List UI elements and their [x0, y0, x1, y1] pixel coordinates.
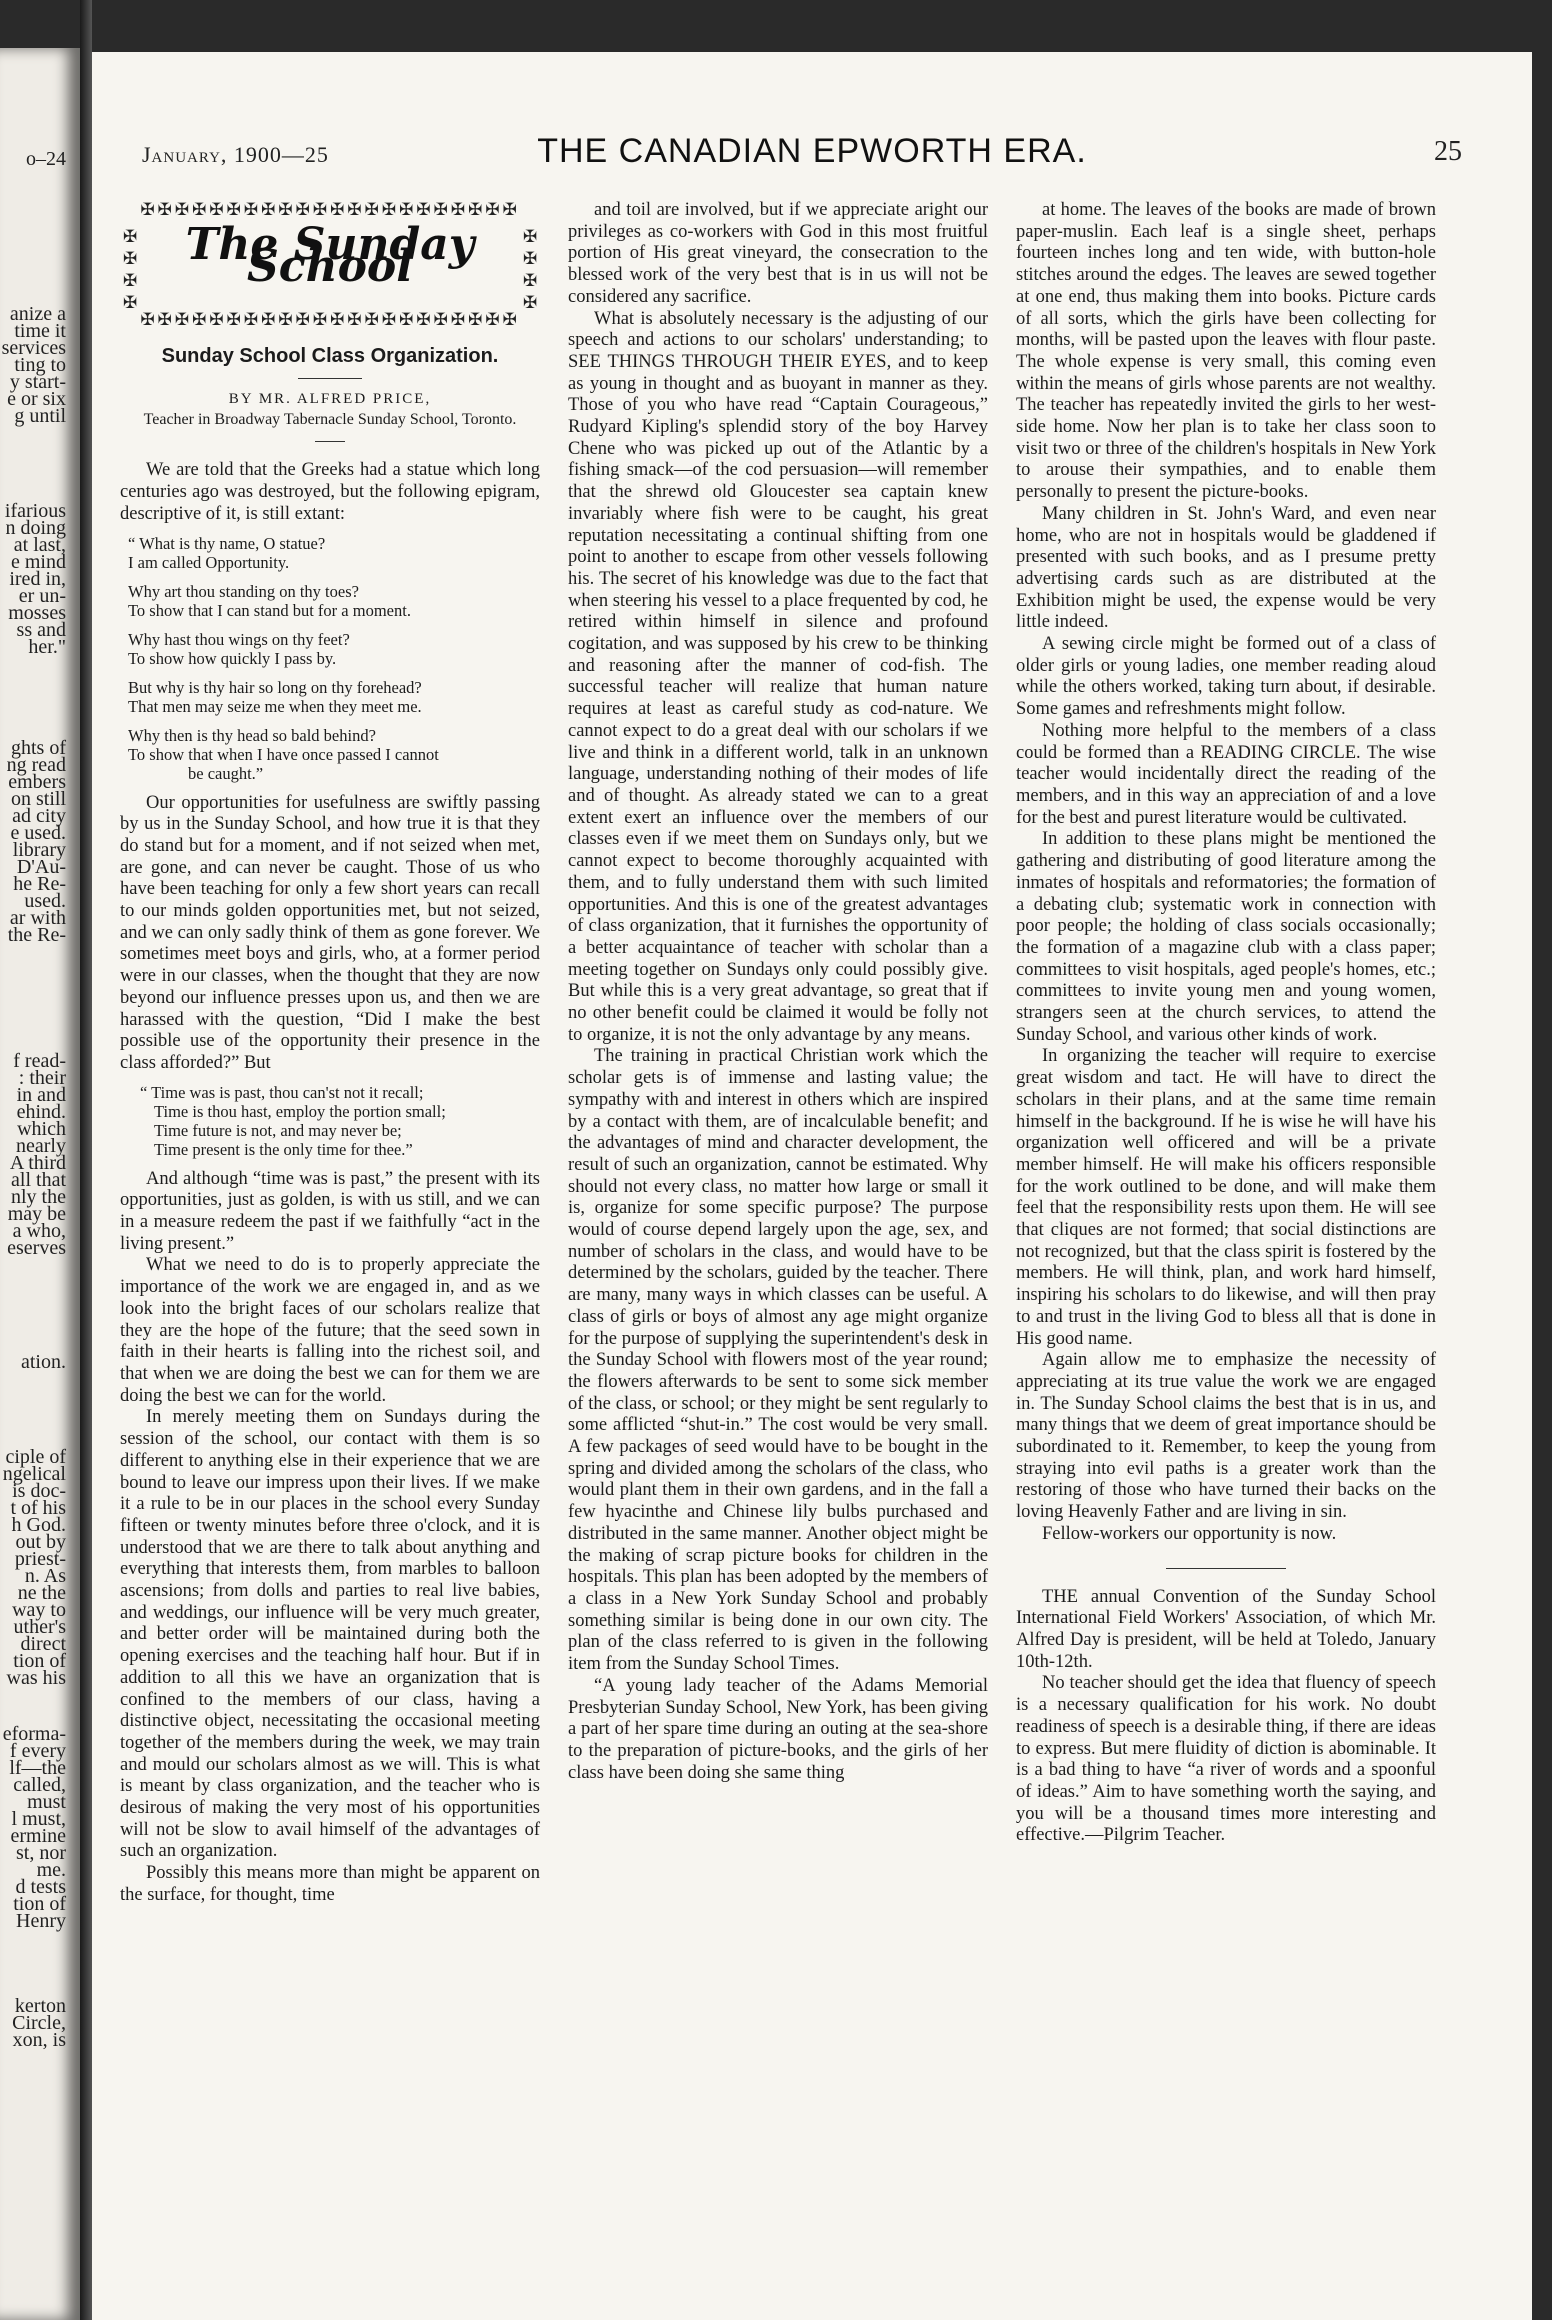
poem-line: Time future is not, and may never be; [154, 1120, 402, 1140]
previous-page-fragment: called, [13, 1774, 66, 1796]
previous-page-fragment: anize a [9, 303, 66, 325]
previous-page-fragment: direct [20, 1633, 66, 1655]
paragraph: Many children in St. John's Ward, and even near home, who are not in hospitals would be gladdened if presented with such books, and as I presume pretty advertising cards such as are distributed at the Exhibition might be used, the expense would be very little indeed. [1016, 503, 1436, 633]
ornament-border-top: ✠✠✠✠✠✠✠✠✠✠✠✠✠✠✠✠✠✠✠✠✠✠ [140, 200, 520, 220]
previous-page-fragment: at last, [13, 534, 66, 556]
previous-page-fragment: Henry [16, 1910, 66, 1932]
previous-page-fragment: g until [14, 405, 66, 427]
ornament-border-right: ✠ ✠ ✠ ✠ [522, 227, 538, 313]
paragraph: No teacher should get the idea that fluency of speech is a necessary qualification for his work. No doubt readiness of speech is a desirable thing, if there are ideas to express. But mere fluidity of diction is abominable. It is a bad thing to have “a river of words and a spoonful of ideas.” Aim to have something worth the saying, and you will be a thousand times more interesting and effective.—Pilgrim Teacher. [1016, 1673, 1436, 1846]
previous-page-fragment: h God. [11, 1514, 66, 1536]
previous-page-fragment: A third [9, 1152, 66, 1174]
previous-page-fragment: e used. [10, 822, 66, 844]
poem-line: To show that when I have once passed I cannot [128, 744, 439, 764]
previous-page-fragment: kerton [14, 1995, 66, 2017]
previous-page-fragment: : their [18, 1067, 66, 1089]
previous-page-fragment: out by [15, 1531, 66, 1553]
newspaper-page [92, 52, 1532, 2320]
column-1-body [120, 793, 540, 1075]
article-title: Sunday School Class Organization. [161, 345, 499, 367]
poem-line: But why is thy hair so long on thy forehead? [128, 677, 422, 697]
previous-page-fragment: on still [10, 788, 66, 810]
previous-page-fragment: the Re- [7, 924, 66, 946]
previous-page-fragment: me. [36, 1859, 66, 1881]
stanza-gap [128, 668, 540, 678]
previous-page-fragment: f every [9, 1740, 66, 1762]
previous-page-fragment: ehind. [16, 1101, 66, 1123]
paragraph: In addition to these plans might be mentioned the gathering and distributing of good literature among the inmates of hospitals and reformatories; the formation of a debating club; systematic work in connection with poor people; the holding of class socials occasionally; the formation of a magazine club with a class paper; committees to visit hospitals, aged people's homes, etc.; committees to invite young men and young women, strangers seen at the church services, to attend the Sunday School, and various other kinds of work. [1016, 829, 1436, 1045]
previous-page-fragment: n doing [5, 517, 66, 539]
poem-opportunity [128, 534, 540, 783]
poem-line: That men may seize me when they meet me. [128, 696, 422, 716]
divider [1166, 1568, 1286, 1569]
previous-page-edge [0, 48, 80, 2320]
previous-page-fragment: he Re- [13, 873, 66, 895]
previous-page-fragment: ifarious [4, 500, 66, 522]
column-3-notes [1016, 1587, 1436, 1847]
paragraph: Possibly this means more than might be apparent on the surface, for thought, time [120, 1863, 540, 1905]
previous-page-fragment: l must, [11, 1808, 66, 1830]
page-number: 25 [1434, 136, 1462, 167]
poem-line: I am called Opportunity. [128, 552, 290, 572]
previous-page-fragment: eforma- [2, 1723, 66, 1745]
poem-line: be caught.” [188, 763, 264, 783]
column-3-body [1016, 200, 1436, 1546]
previous-page-fragment: in and [16, 1084, 66, 1106]
previous-page-fragment: e mind [11, 551, 66, 573]
previous-page-fragment: was his [6, 1667, 66, 1689]
previous-page-fragment: way to [12, 1599, 66, 1621]
previous-page-fragment: uther's [13, 1616, 66, 1638]
paragraph: at home. The leaves of the books are made of brown paper-muslin. Each leaf is a single sheet, perhaps fourteen inches long and ten wide, with button-hole stitches around the edges. The leaves are sewed together at one end, thus making them into books. Picture cards of all sorts, which the girls have been collecting for months, will be pasted upon the leaves with flour paste. The whole expense is very small, this coming even within the means of girls whose parents are not wealthy. The teacher has repeatedly invited the girls to her west-side home. Now her plan is to take her class soon to visit two or three of the children's hospitals in New York to arouse their sympathies, and to enable them personally to present the picture-books. [1016, 200, 1436, 503]
poem-line: To show that I can stand but for a moment. [128, 600, 411, 620]
paragraph: What we need to do is to properly appreciate the importance of the work we are engaged in, and as we look into the bright faces of our scholars realize that they are the hope of the future; that the seed sown in faith in their hearts is falling into the richest soil, and that when we are doing the best we can for them we are doing the best we can for the world. [120, 1255, 540, 1406]
column-2 [568, 200, 988, 1784]
previous-page-fragment: which [17, 1118, 66, 1140]
previous-page-fragment: f read- [13, 1050, 66, 1072]
previous-page-fragment: ciple of [5, 1446, 66, 1468]
previous-page-fragment: used. [24, 890, 66, 912]
previous-page-fragment: ad city [12, 805, 66, 827]
previous-page-fragment: y start- [9, 371, 66, 393]
previous-page-fragment: services [1, 337, 66, 359]
paragraph: Fellow-workers our opportunity is now. [1042, 1523, 1337, 1544]
column-1 [120, 200, 540, 1907]
previous-page-fragment: o–24 [26, 148, 66, 170]
previous-page-fragment: ermine [10, 1825, 66, 1847]
paragraph: In merely meeting them on Sundays during the session of the school, our contact with them is so different to anything else in their experience that we are bound to leave our impress upon their lives. If we make it a rule to be in our places in the school every Sunday fifteen or twenty minutes before three o'clock, and it is understood that we are there to talk about anything and everything that interests them, from marbles to balloon ascensions; from dolls and parties to real live babies, and weddings, our influence will be very much greater, and better order will be maintained during both the opening exercises and the teaching half hour. But if in addition to all this we have an organization that is confined to the members of our class, having a distinctive object, necessitating the occasional meeting together of the members during the week, we may train and mould our scholars almost as we will. This is what is meant by class organization, and the teacher who is desirous of making the very most of his opportunities will not be slow to avail himself of the advantages of such an organization. [120, 1407, 540, 1862]
previous-page-fragment: ngelical [2, 1463, 66, 1485]
paragraph: What is absolutely necessary is the adjusting of our speech and actions to our scholars' understanding; to SEE THINGS THROUGH THEIR EYES, and to keep as young in thought and as buoyant in manner as they. Those of you who have read “Captain Courageous,” Rudyard Kipling's splendid story of the boy Harvey Chene who was picked up out of the Atlantic by a fishing smack—of the cod persuasion—will remember that the shrewd old Gloucester sea captain knew invariably where fish were to be caught, his great reputation necessitating a continual shifting from one point to another to escape from other vessels following his. The secret of his knowledge was due to the fact that when steering his vessel to a place frequented by cod, he retired within himself in silence and profound cogitation, and was supposed by his crew to be thinking and reasoning after the manner of cod-fish. The successful teacher will realize that human nature requires at least as careful study as cod-nature. We cannot expect to do a great deal with our scholars if we live and think in a different world, talk in an unknown language, understanding nothing of their modes of life and of thought. As already stated we can to a great extent exert an influence over the members of our classes even if we meet them on Sundays only, but we cannot expect to become thoroughly acquainted with them, and to fully understand them with such limited opportunities. And this is one of the greatest advantages of class organization, that it furnishes the opportunity of a better acquaintance of teacher with scholar than a meeting together on Sundays only could possibly give. But while this is a very great advantage, so great that if no other benefit could be claimed it would be folly not to organize, it is not the only advantage by any means. [568, 308, 988, 1045]
paragraph: And although “time was is past,” the present with its opportunities, just as golden, is with us still, and we can in a measure redeem the past if we faithfully “act in the living present.” [120, 1168, 540, 1254]
article-byline: BY MR. ALFRED PRICE, [228, 390, 432, 407]
previous-page-fragment: ng read [6, 754, 66, 776]
paragraph: In organizing the teacher will require to exercise great wisdom and tact. He will have to direct the scholars in their plans, and at the same time remain himself in the background. If he is wise he will have his organization well officered and will be a private member himself. He will make his officers responsible for the work outlined to be done, and will make them feel that the responsibility rests upon them. He will see that cliques are not formed; that social distinctions are not recognized, but that the class spirit is fostered by the members. He will think, plan, and work hard himself, inspiring his scholars to do likewise, and will then pray to and trust in the living God to bless all that is done in His good name. [1016, 1046, 1436, 1349]
poem-line: “ Time was is past, thou can'st not it recall; [140, 1082, 424, 1102]
divider [298, 378, 362, 379]
previous-page-fragment: a who, [12, 1220, 66, 1242]
previous-page-fragment: ired in, [9, 568, 66, 590]
divider [315, 441, 345, 442]
previous-page-fragment: her." [28, 636, 66, 658]
previous-page-fragment: priest- [14, 1548, 66, 1570]
paragraph: We are told that the Greeks had a statue which long centuries ago was destroyed, but the following epigram, descriptive of it, is still extant: [120, 460, 540, 524]
previous-page-fragment: xon, is [12, 2029, 66, 2051]
poem-time [140, 1083, 540, 1159]
previous-page-fragment: nly the [11, 1186, 66, 1208]
poem-line: To show how quickly I pass by. [128, 648, 337, 668]
previous-page-fragment: nearly [16, 1135, 66, 1157]
previous-page-fragment: all that [11, 1169, 66, 1191]
paragraph: Nothing more helpful to the members of a class could be formed than a READING CIRCLE. The wise teacher would incidentally direct the reading of the members, and in this way an appreciation of and a love for the best and purest literature would be cultivated. [1016, 720, 1436, 828]
ornament-border-bottom: ✠✠✠✠✠✠✠✠✠✠✠✠✠✠✠✠✠✠✠✠✠✠ [140, 310, 520, 331]
previous-page-fragment: ne the [17, 1582, 66, 1604]
previous-page-fragment: ss and [16, 619, 66, 641]
previous-page-fragment: embers [8, 771, 66, 793]
paragraph: The training in practical Christian work which the scholar gets is of immense and lasting value; the sympathy with and interest in others which are inspired by a contact with them, are of incalculable benefit; and the advantages of mind and character development, the result of such an organization, cannot be estimated. Why should not every class, no matter how large or small it is, organize for some specific purpose? The purpose would of course depend largely upon the age, sex, and number of scholars in the class, and would have to be determined by the scholars, guided by the teacher. There are many, many ways in which classes can be useful. A class of girls or boys of almost any age might organize for the purpose of supplying the superintendent's desk in the Sunday School with flowers most of the year round; the flowers afterwards to be sent to some sick member of the class, or school; or they might be sent regularly to some afflicted “shut-in.” The cost would be very small. A few packages of seed would have to be bought in the spring and divided among the scholars of the class, who would plant them in their own gardens, and in the fall a few hyacinthe and Chinese lily bulbs purchased and distributed in the same manner. Another object might be the making of scrap picture books for children in the hospitals. This plan has been adopted by the members of a class in a New York Sunday School and probably something similar is being done in our own city. The plan of the class referred to is given in the following item from the Sunday School Times. [568, 1046, 988, 1675]
paragraph: Again allow me to emphasize the necessity of appreciating at its true value the work we are engaged in. The Sunday School claims the best that is in us, and many things that we deem of great importance should be subordinated to it. Remember, to keep the young from straying into evil paths is a greater work than the restoring of those who have turned their backs on the loving Heavenly Father and are living in sin. [1016, 1350, 1436, 1523]
column-1-body-continued [120, 1169, 540, 1907]
paragraph: A sewing circle might be formed out of a class of older girls or young ladies, one member reading aloud while the others worked, taking turn about, if desirable. Some games and refreshments might follow. [1016, 634, 1436, 720]
poem-line: Time is thou hast, employ the portion small; [154, 1101, 446, 1121]
previous-page-fragment: ar with [9, 907, 66, 929]
paragraph: Our opportunities for usefulness are swiftly passing by us in the Sunday School, and how true it is that they do stand but for a moment, and if not seized when met, are gone, and can never be caught. Those of us who have been teaching for only a few short years can recall to our minds golden opportunities met, but not seized, and we can only sadly think of them as gone forever. We sometimes meet boys and girls, who, at a former period were in our classes, when the thought that they are now beyond our influence presses upon us, and then we are harassed with the question, “Did I make the best possible use of the opportunity their presence in the class afforded?” But [120, 792, 540, 1073]
column-3 [1016, 200, 1436, 1847]
stanza-gap [128, 716, 540, 726]
paragraph: “A young lady teacher of the Adams Memorial Presbyterian Sunday School, New York, has been giving a part of her spare time during an outing at the sea-shore to the preparation of picture-books, and the girls of her class have been doing she same thing [568, 1675, 988, 1783]
poem-line: Why art thou standing on thy toes? [128, 581, 359, 601]
previous-page-fragment: library [12, 839, 66, 861]
previous-page-fragment: ting to [14, 354, 66, 376]
author-affiliation: Teacher in Broadway Tabernacle Sunday School, Toronto. [143, 411, 517, 429]
previous-page-fragment: D'Au- [16, 856, 66, 878]
previous-page-fragment: ation. [21, 1351, 66, 1373]
previous-page-fragment: e or six [7, 388, 66, 410]
section-banner [120, 200, 540, 332]
header-date: January, 1900—25 [142, 142, 329, 167]
previous-page-fragment: Circle, [12, 2012, 66, 2034]
previous-page-fragment: d tests [15, 1876, 66, 1898]
previous-page-fragment: n. As [24, 1565, 66, 1587]
previous-page-fragment: t of his [10, 1497, 66, 1519]
previous-page-fragment: tion of [13, 1893, 66, 1915]
previous-page-fragment: may be [7, 1203, 66, 1225]
previous-page-fragment: is doc- [12, 1480, 66, 1502]
paragraph: and toil are involved, but if we appreciate aright our privileges as co-workers with God in this most fruitful portion of His great vineyard, the consecration to the blessed work of the very best that is in us will not be considered any sacrifice. [568, 200, 988, 307]
previous-page-fragment: mosses [8, 602, 66, 624]
ornament-border-left: ✠ ✠ ✠ ✠ [122, 227, 138, 313]
section-title: The Sunday School [185, 219, 475, 292]
previous-page-fragment: tion of [13, 1650, 66, 1672]
stanza-gap [128, 572, 540, 582]
previous-page-fragment: st, nor [16, 1842, 66, 1864]
book-gutter [80, 0, 92, 2320]
previous-page-fragment: must [27, 1791, 66, 1813]
masthead-title: THE CANADIAN EPWORTH ERA. [537, 132, 1087, 170]
previous-page-fragment: ghts of [11, 737, 66, 759]
poem-line: Why then is thy head so bald behind? [128, 725, 376, 745]
stanza-gap [128, 620, 540, 630]
poem-line: Why hast thou wings on thy feet? [128, 629, 350, 649]
poem-line: Time present is the only time for thee.” [154, 1139, 413, 1159]
previous-page-fragment: lf—the [9, 1757, 66, 1779]
page-header [92, 132, 1532, 176]
poem-line: “ What is thy name, O statue? [128, 533, 326, 553]
previous-page-fragment: er un- [18, 585, 66, 607]
previous-page-fragment: eserves [7, 1237, 66, 1259]
previous-page-fragment: time it [14, 320, 66, 342]
paragraph: THE annual Convention of the Sunday School International Field Workers' Association, of which Mr. Alfred Day is president, will be held at Toledo, January 10th-12th. [1016, 1586, 1436, 1672]
